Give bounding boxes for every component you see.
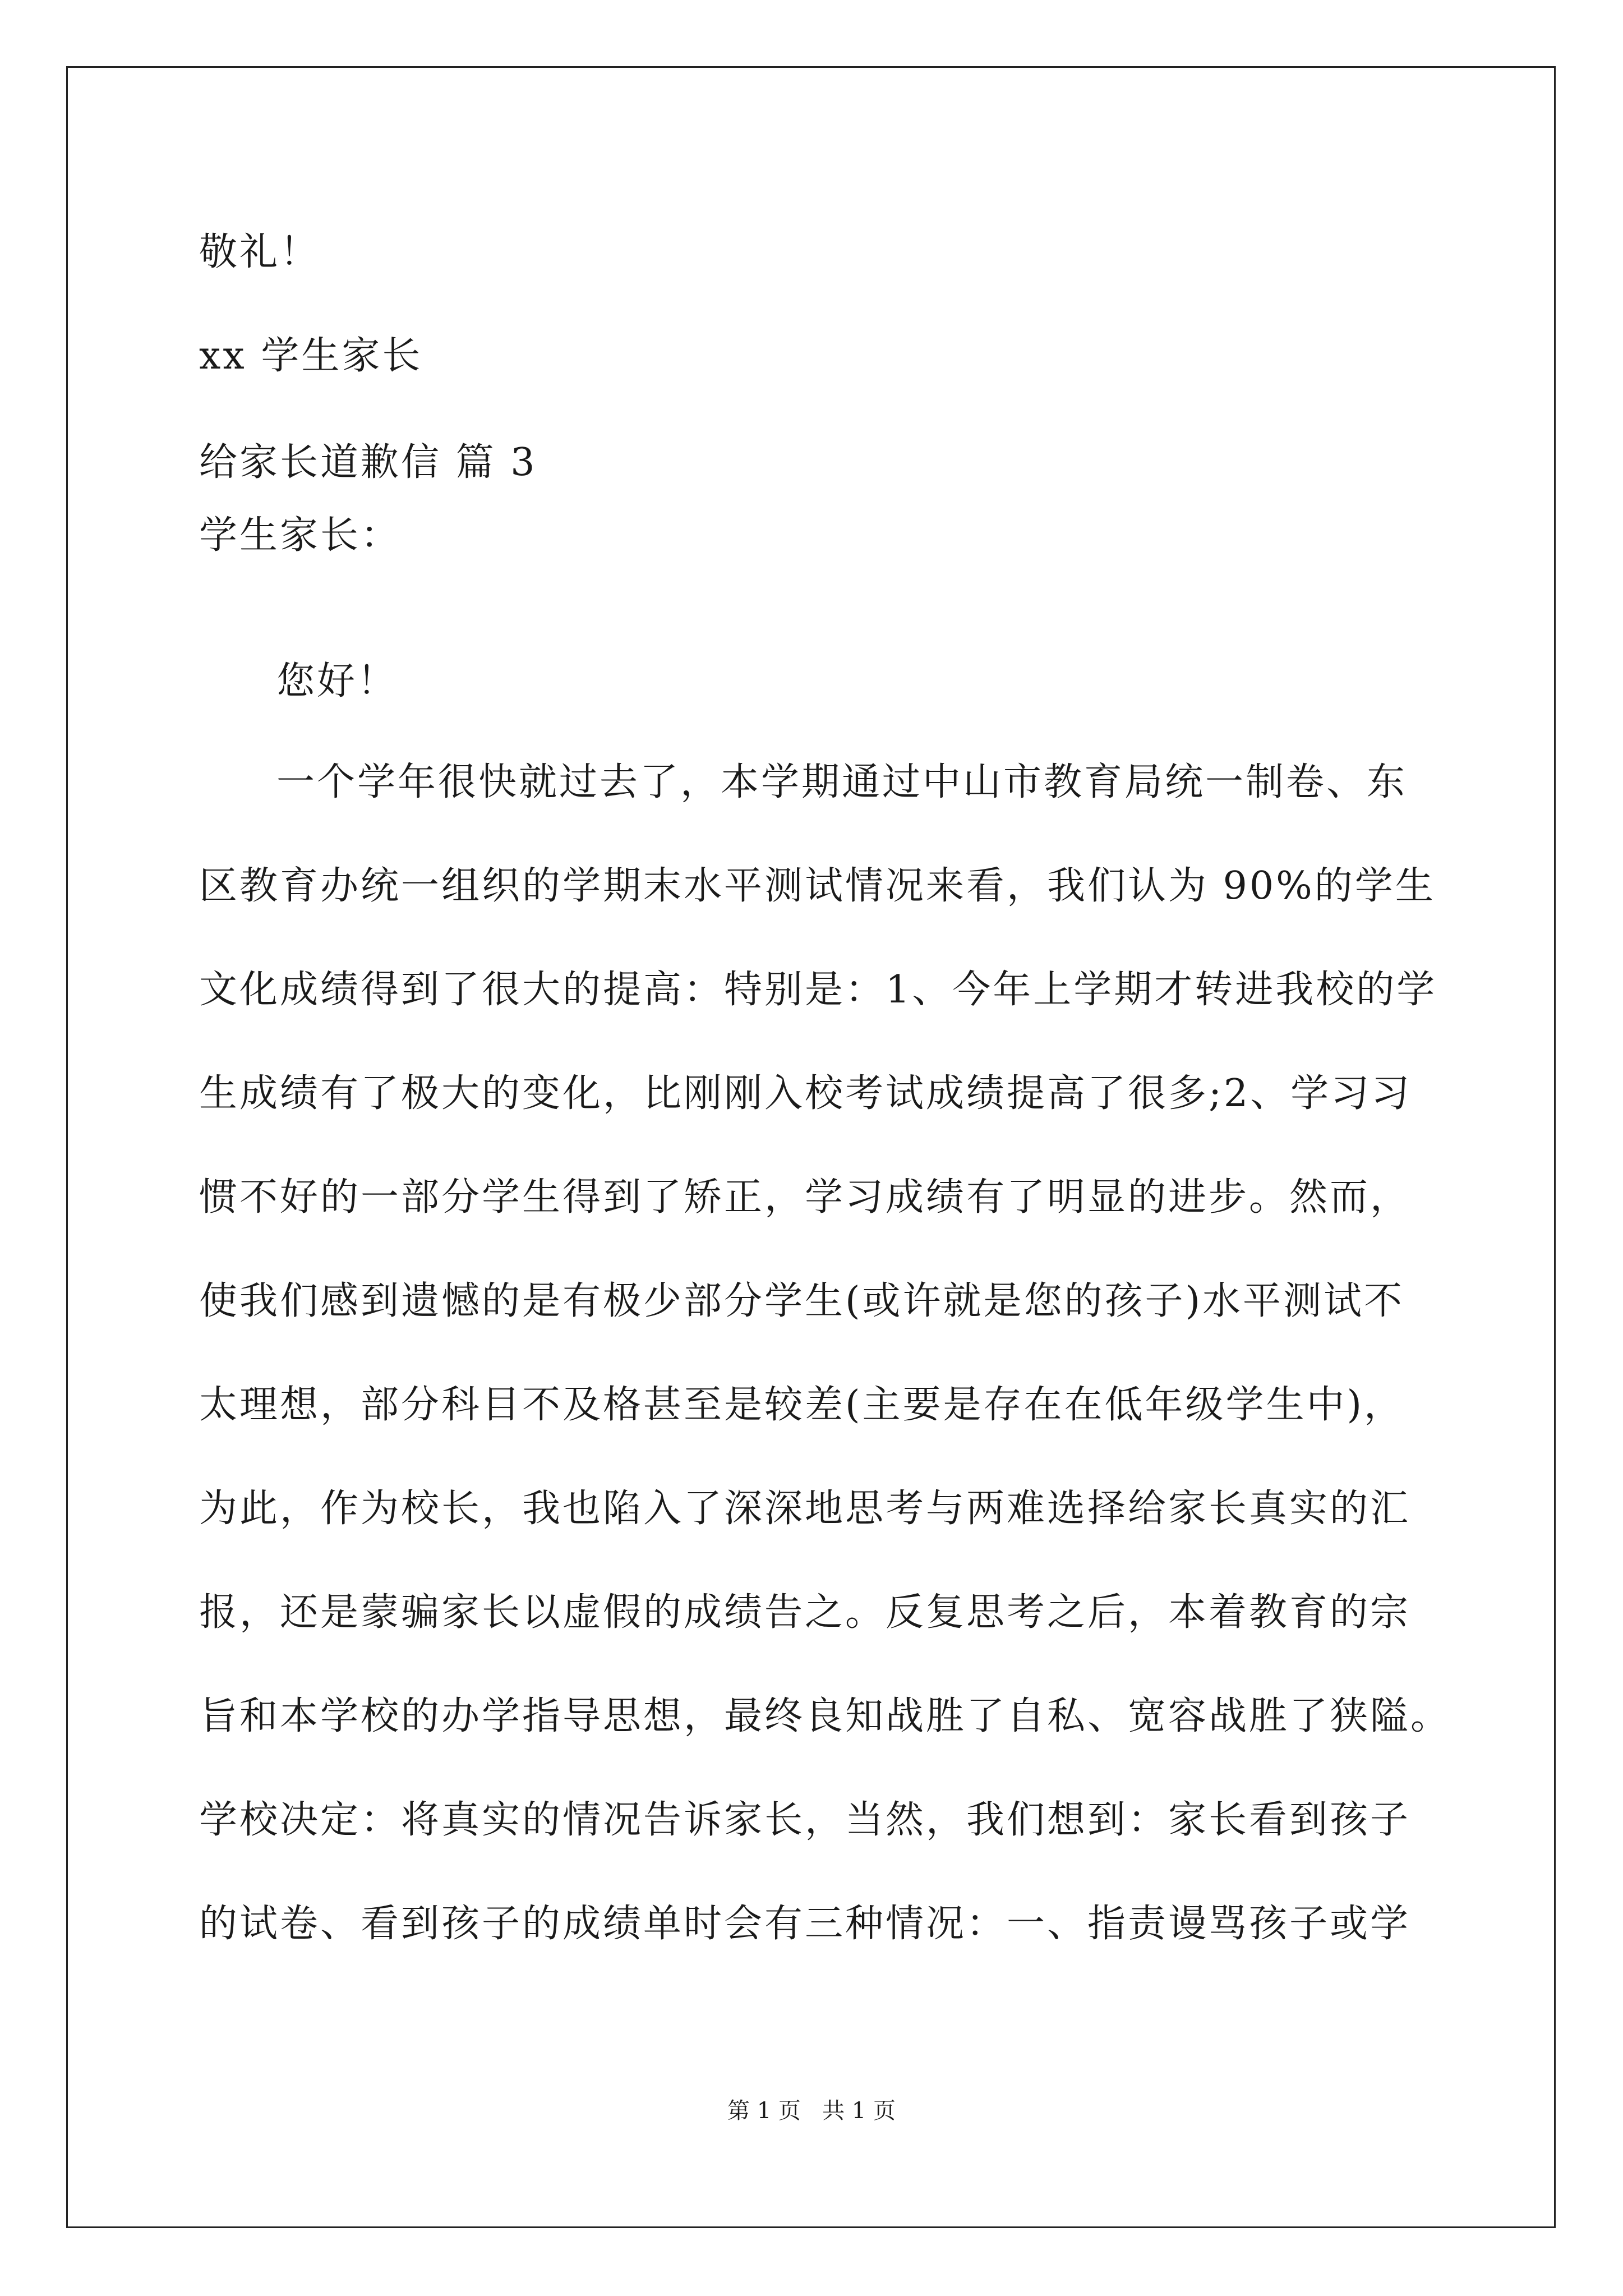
page-footer: 第 1 页 共 1 页 <box>727 2098 896 2124</box>
body-line: 使我们感到遗憾的是有极少部分学生(或许就是您的孩子)水平测试不 <box>199 1279 1405 1323</box>
recipient-greeting: 学生家长： <box>199 513 402 558</box>
body-line: 旨和本学校的办学指导思想，最终良知战胜了自私、宽容战胜了狭隘。 <box>199 1694 1451 1738</box>
body-line: 生成绩有了极大的变化，比刚刚入校考试成绩提高了很多;2、学习习 <box>199 1071 1412 1116</box>
body-line: 为此，作为校长，我也陷入了深深地思考与两难选择给家长真实的汇 <box>199 1487 1411 1531</box>
body-line: 报，还是蒙骗家长以虚假的成绩告之。反复思考之后，本着教育的宗 <box>199 1590 1411 1635</box>
body-line: 学校决定：将真实的情况告诉家长，当然，我们想到：家长看到孩子 <box>199 1798 1411 1842</box>
body-line: 一个学年很快就过去了，本学期通过中山市教育局统一制卷、东 <box>276 760 1408 804</box>
body-line: 惯不好的一部分学生得到了矫正，学习成绩有了明显的进步。然而， <box>199 1175 1411 1220</box>
body-line: 文化成绩得到了很大的提高：特别是：1、今年上学期才转进我校的学 <box>199 968 1437 1012</box>
letter-title: 给家长道歉信 篇 3 <box>199 440 537 485</box>
greeting-line: 您好！ <box>276 659 398 703</box>
closing-salutation: 敬礼！ <box>199 230 321 274</box>
signature: xx 学生家长 <box>199 334 423 378</box>
body-line: 太理想，部分科目不及格甚至是较差(主要是存在在低年级学生中)， <box>199 1383 1405 1427</box>
body-line: 的试卷、看到孩子的成绩单时会有三种情况：一、指责谩骂孩子或学 <box>199 1902 1411 1946</box>
body-line: 区教育办统一组织的学期末水平测试情况来看，我们认为 90%的学生 <box>199 864 1436 908</box>
